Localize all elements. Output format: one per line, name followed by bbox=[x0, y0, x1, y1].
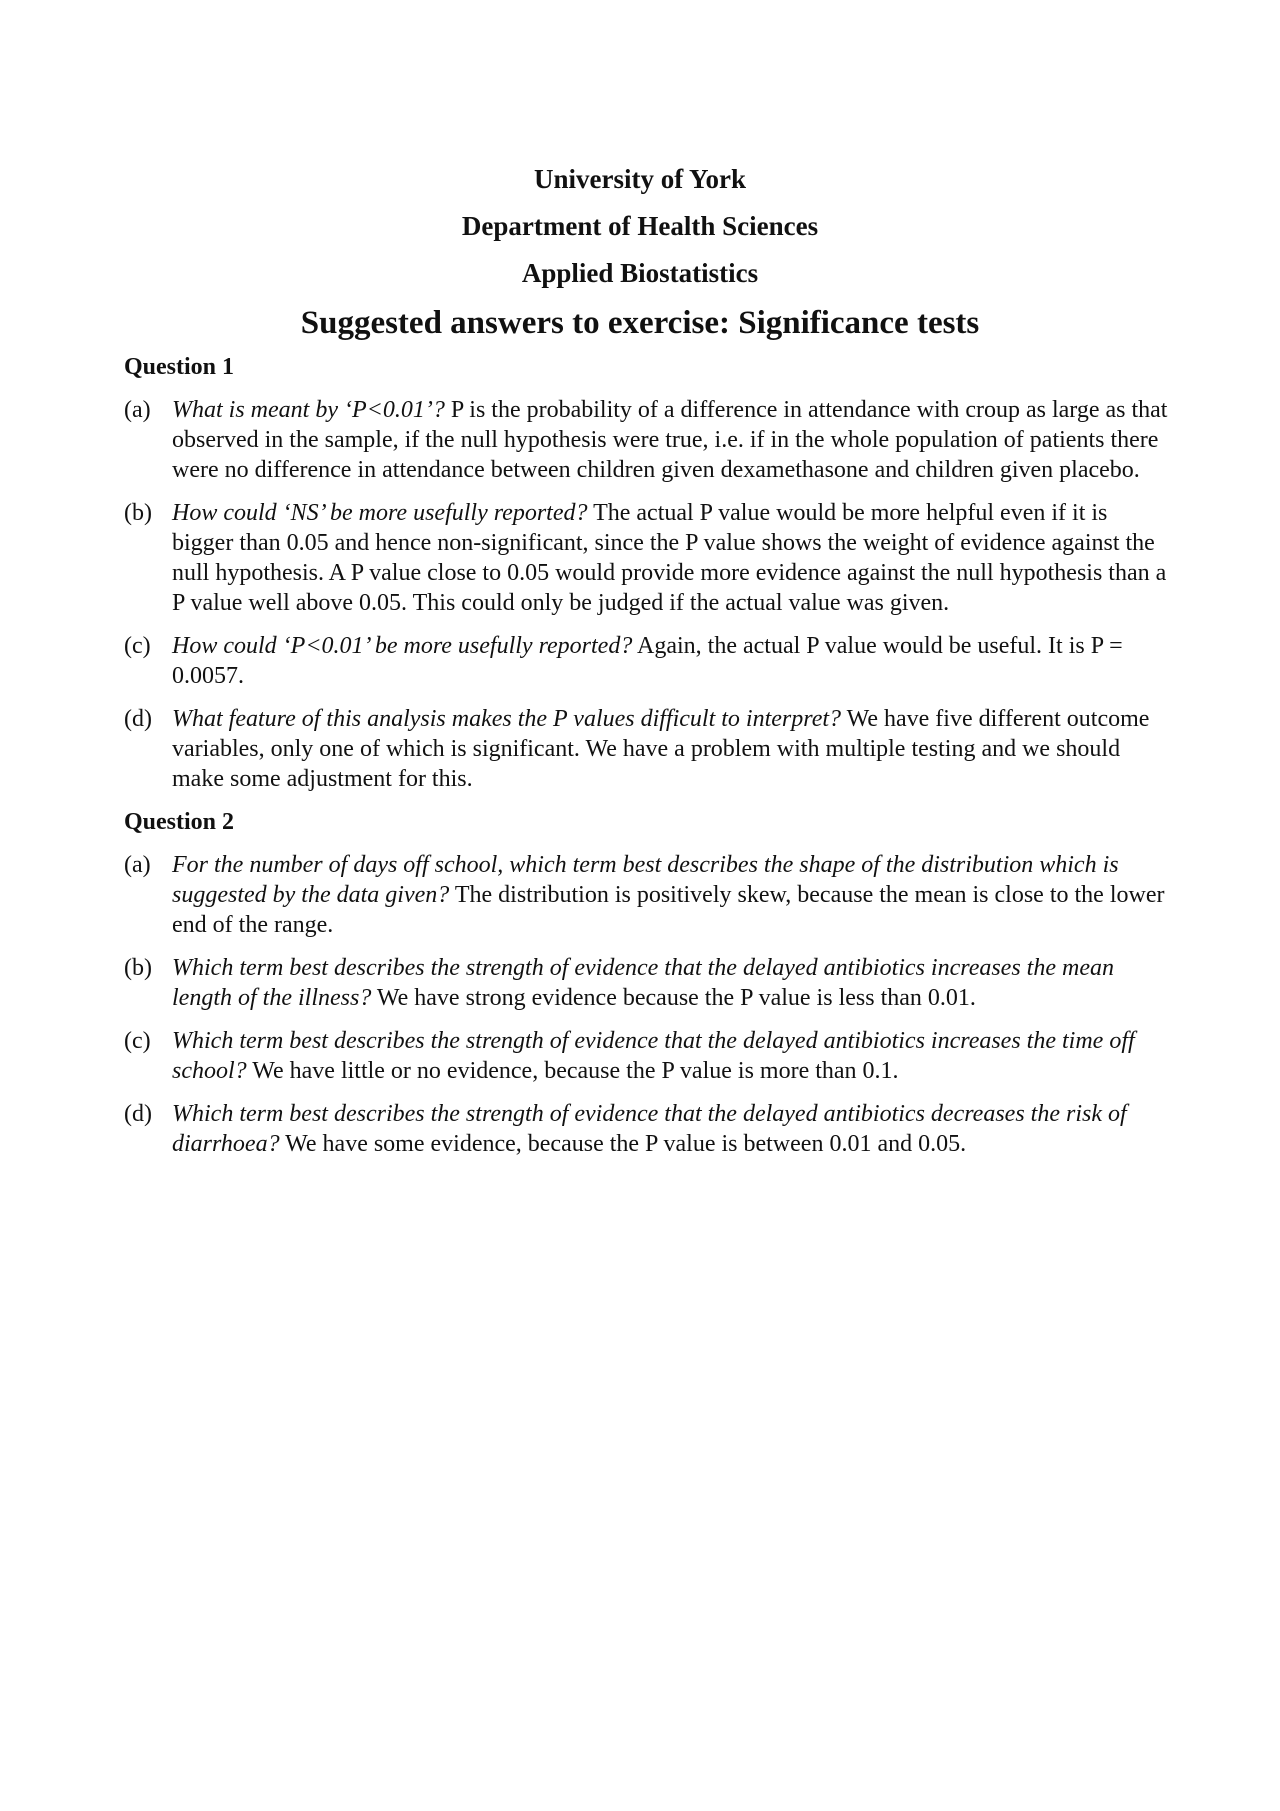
item-question: Which term best describes the strength of evidence that the delayed antibiotics increases the mean length of the illness? bbox=[172, 955, 1114, 1011]
answer-item bbox=[124, 498, 1174, 618]
item-answer: Again, the actual P value would be useful. It is P = 0.0057. bbox=[172, 633, 1123, 689]
item-question: What feature of this analysis makes the P values difficult to interpret? bbox=[172, 706, 842, 732]
item-question: What is meant by ‘P<0.01’? bbox=[172, 397, 445, 423]
item-label: (a) bbox=[124, 852, 151, 878]
item-label: (d) bbox=[124, 1101, 152, 1127]
document-body bbox=[124, 352, 1174, 1172]
question-heading: Question 2 bbox=[124, 809, 235, 835]
item-label: (a) bbox=[124, 397, 151, 423]
answer-item bbox=[124, 1026, 1174, 1086]
answer-item bbox=[124, 631, 1174, 691]
item-answer: P is the probability of a difference in attendance with croup as large as that observed in the sample, if the null hypothesis were true, i.e. if in the whole population of patients there were no difference in attendance between children given dexamethasone and children given placebo. bbox=[172, 397, 1168, 483]
document-title: Suggested answers to exercise: Significance tests bbox=[300, 305, 980, 341]
department-name: Department of Health Sciences bbox=[461, 211, 819, 241]
item-question: How could ‘P<0.01’ be more usefully reported? bbox=[172, 633, 633, 659]
item-answer: We have strong evidence because the P value is less than 0.01. bbox=[376, 985, 976, 1011]
item-label: (d) bbox=[124, 706, 152, 732]
answer-item bbox=[124, 1099, 1174, 1159]
item-label: (b) bbox=[124, 955, 152, 981]
question-1-section bbox=[124, 352, 1174, 794]
item-answer: The actual P value would be more helpful even if it is bigger than 0.05 and hence non-significant, since the P value shows the weight of evidence against the null hypothesis. A P value close to 0.05 would provide more evidence against the null hypothesis than a P value well above 0.05. This could only be judged if the actual value was given. bbox=[172, 500, 1167, 616]
item-answer: The distribution is positively skew, because the mean is close to the lower end of the range. bbox=[172, 882, 1165, 938]
item-label: (b) bbox=[124, 500, 152, 526]
item-label: (c) bbox=[124, 1028, 151, 1054]
item-label: (c) bbox=[124, 633, 151, 659]
answer-item bbox=[124, 395, 1174, 485]
item-answer: We have some evidence, because the P value is between 0.01 and 0.05. bbox=[285, 1131, 967, 1157]
university-name: University of York bbox=[534, 164, 746, 194]
answer-item bbox=[124, 953, 1174, 1013]
item-question: Which term best describes the strength of evidence that the delayed antibiotics decreases the risk of diarrhoea? bbox=[172, 1101, 1127, 1157]
document-header bbox=[0, 156, 1280, 347]
item-question: Which term best describes the strength of evidence that the delayed antibiotics increases the time off school? bbox=[172, 1028, 1135, 1084]
item-question: How could ‘NS’ be more usefully reported? bbox=[172, 500, 588, 526]
item-question: For the number of days off school, which term best describes the shape of the distribution which is suggested by the data given? bbox=[172, 852, 1119, 908]
item-answer: We have five different outcome variables, only one of which is significant. We have a problem with multiple testing and we should make some adjustment for this. bbox=[172, 706, 1150, 792]
answer-item bbox=[124, 850, 1174, 940]
item-answer: We have little or no evidence, because the P value is more than 0.1. bbox=[252, 1058, 899, 1084]
answer-item bbox=[124, 704, 1174, 794]
question-2-section bbox=[124, 807, 1174, 1159]
course-name: Applied Biostatistics bbox=[521, 258, 759, 288]
question-heading: Question 1 bbox=[124, 354, 235, 380]
